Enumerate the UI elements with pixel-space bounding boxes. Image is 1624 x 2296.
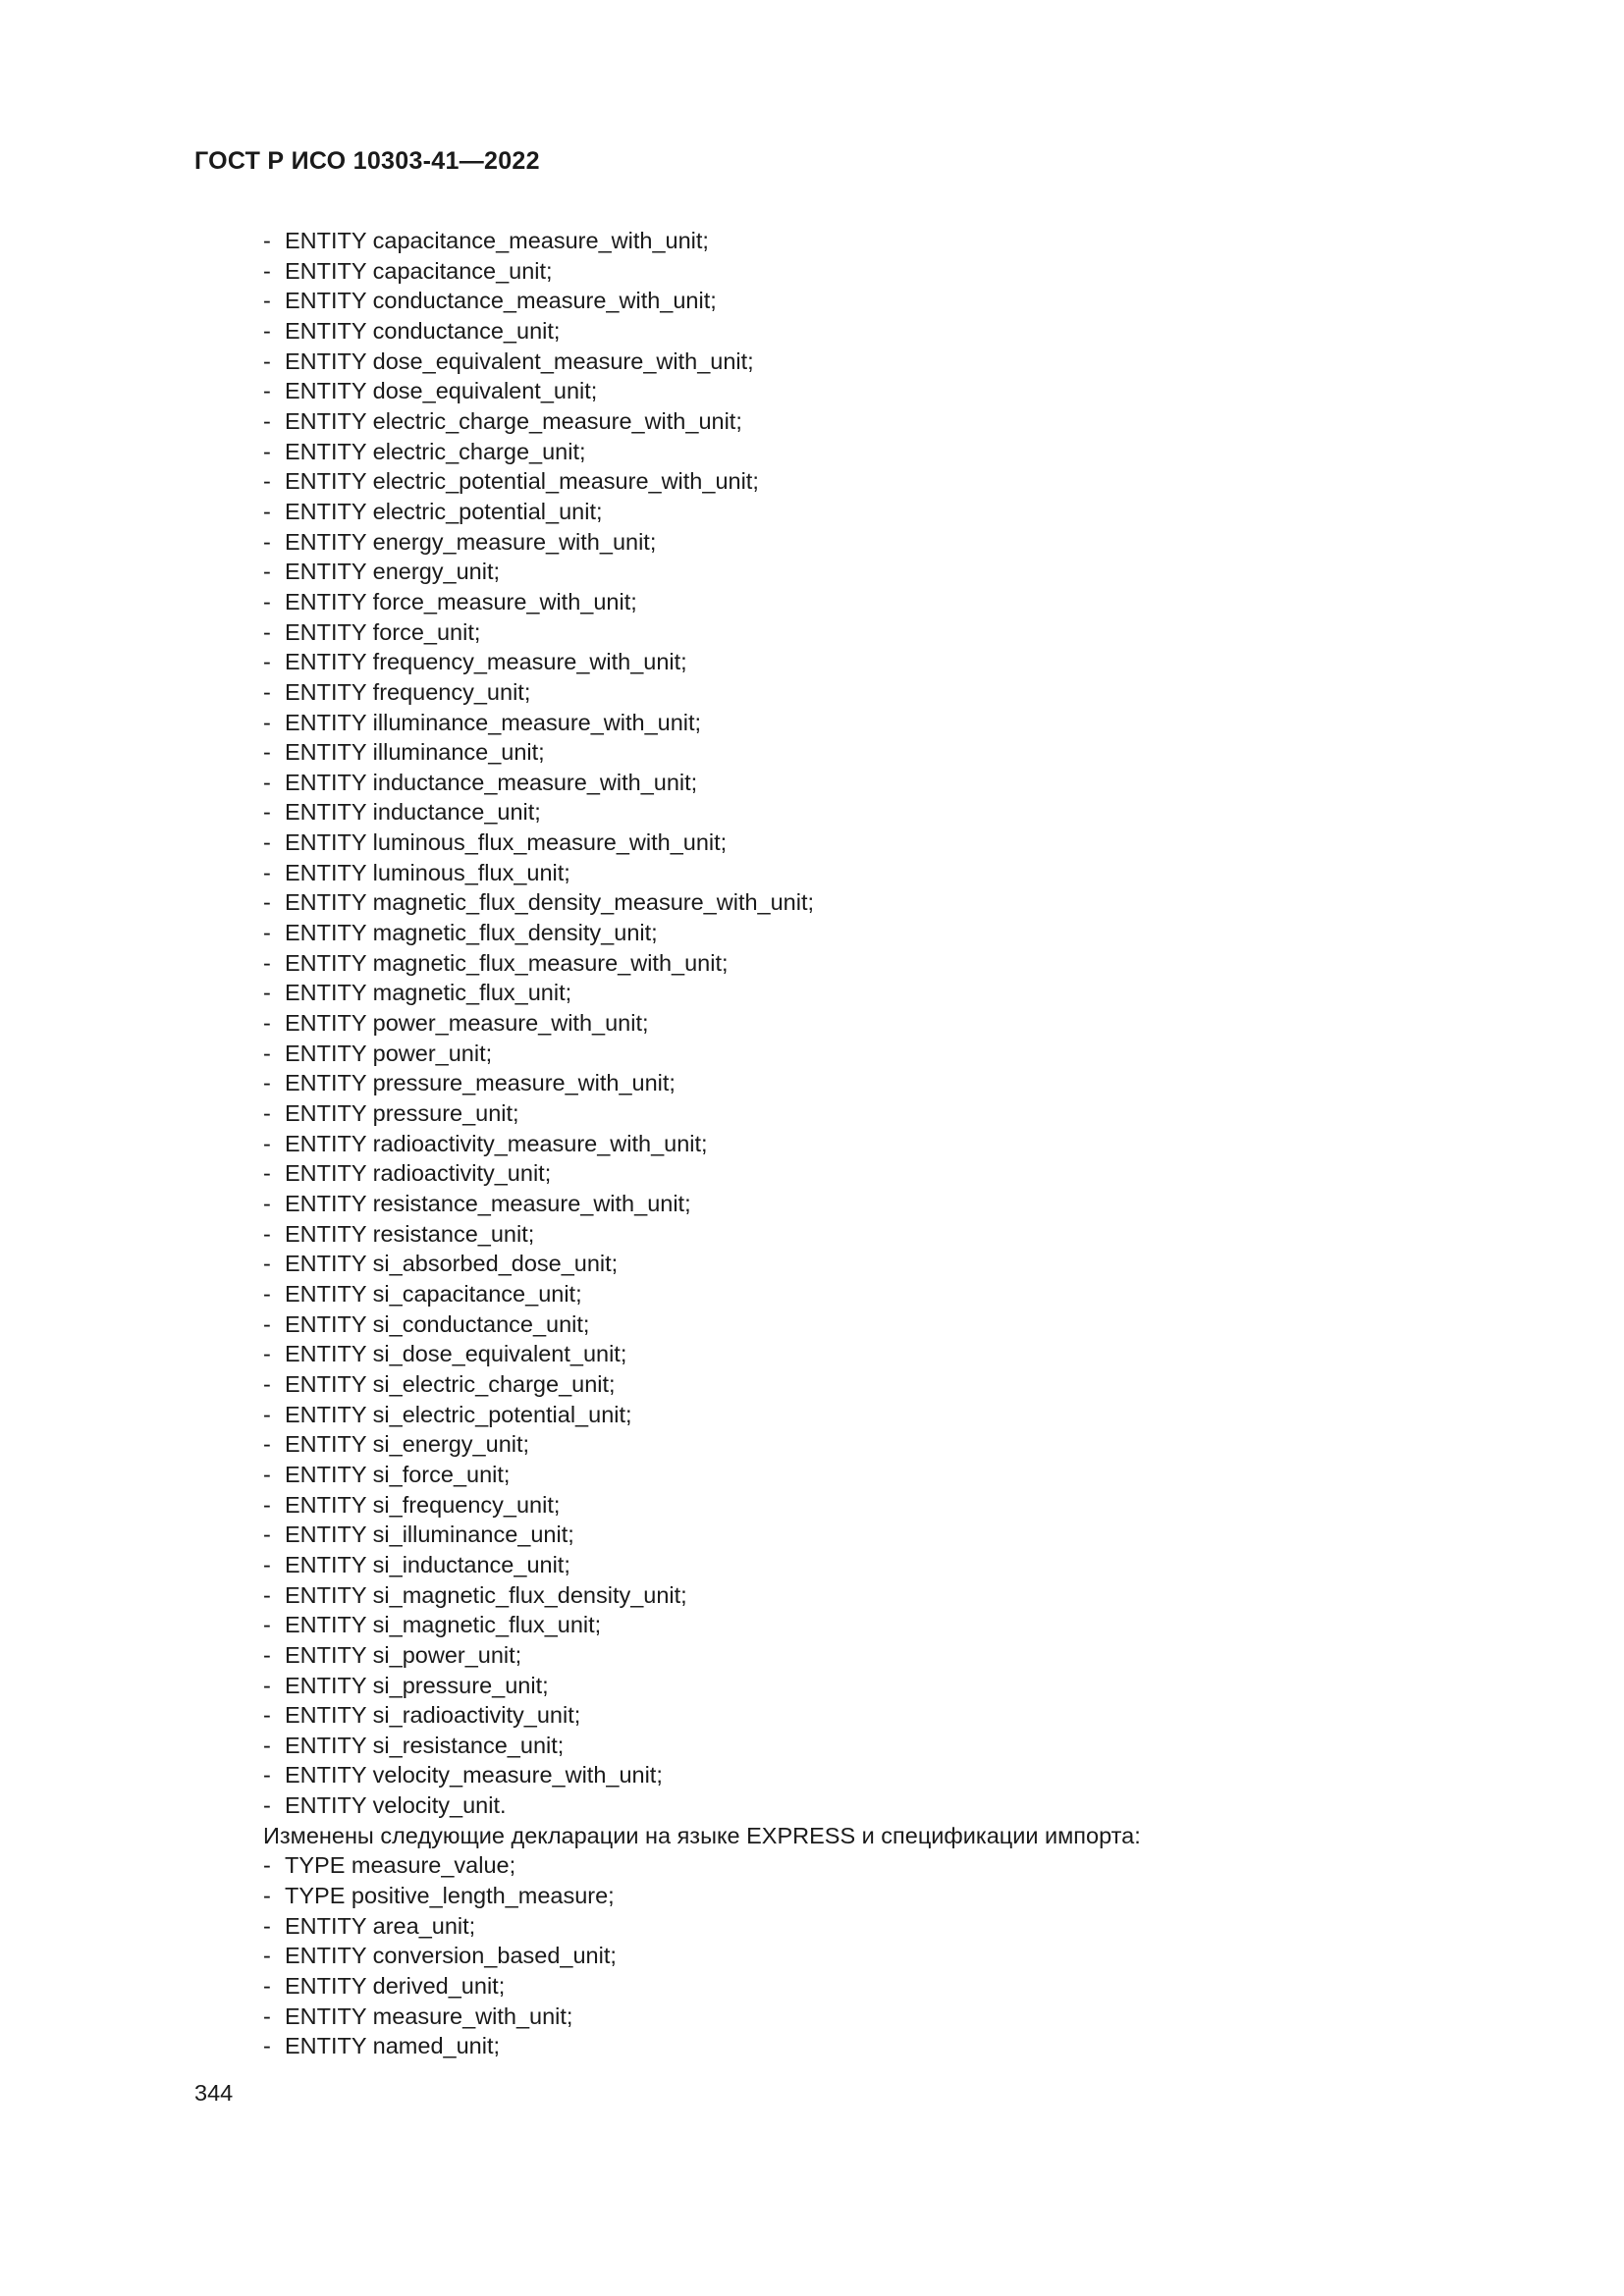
list-item xyxy=(263,1580,1141,1611)
bullet-dash: - xyxy=(263,228,271,253)
bullet-dash: - xyxy=(263,288,271,314)
list-item xyxy=(263,948,1141,979)
list-item xyxy=(263,1279,1141,1309)
bullet-dash: - xyxy=(263,1191,271,1216)
list-item-text: ENTITY inductance_measure_with_unit; xyxy=(285,769,698,795)
list-item xyxy=(263,406,1141,437)
bullet-dash: - xyxy=(263,618,271,645)
list-item-text: ENTITY conversion_based_unit; xyxy=(285,1943,617,1969)
list-item-text: ENTITY si_absorbed_dose_unit; xyxy=(285,1251,619,1277)
bullet-dash: - xyxy=(263,559,271,585)
list-item xyxy=(263,768,1141,798)
bullet-dash: - xyxy=(263,1070,271,1096)
list-item-text: ENTITY inductance_unit; xyxy=(285,799,541,826)
list-item-text: ENTITY electric_potential_measure_with_unit; xyxy=(285,468,759,495)
list-item-text: ENTITY si_illuminance_unit; xyxy=(285,1522,574,1548)
list-item-text: ENTITY magnetic_flux_measure_with_unit; xyxy=(285,949,729,976)
bullet-dash: - xyxy=(263,949,271,976)
list-item xyxy=(263,256,1141,287)
list-item-text: ENTITY velocity_unit. xyxy=(285,1792,507,1819)
bullet-dash: - xyxy=(263,1491,271,1518)
bullet-dash: - xyxy=(263,709,271,735)
list-item xyxy=(263,647,1141,677)
list-item xyxy=(263,1098,1141,1129)
list-item-text: ENTITY resistance_unit; xyxy=(285,1220,535,1247)
list-item-text: ENTITY si_inductance_unit; xyxy=(285,1551,570,1577)
entity-declaration-list xyxy=(263,226,1141,2061)
bullet-dash: - xyxy=(263,678,271,705)
bullet-dash: - xyxy=(263,829,271,856)
bullet-dash: - xyxy=(263,528,271,555)
bullet-dash: - xyxy=(263,2033,271,2059)
bullet-dash: - xyxy=(263,739,271,766)
list-item-text: ENTITY si_magnetic_flux_unit; xyxy=(285,1612,602,1638)
bullet-dash: - xyxy=(263,257,271,284)
bullet-dash: - xyxy=(263,1220,271,1247)
list-item xyxy=(263,1971,1141,2002)
list-item xyxy=(263,376,1141,406)
list-item-text: ENTITY force_unit; xyxy=(285,618,481,645)
list-item-text: ENTITY conductance_unit; xyxy=(285,317,561,344)
bullet-dash: - xyxy=(263,588,271,614)
list-item-text: ENTITY energy_unit; xyxy=(285,559,501,585)
bullet-dash: - xyxy=(263,1912,271,1939)
bullet-dash: - xyxy=(263,407,271,434)
bullet-dash: - xyxy=(263,1551,271,1577)
list-item-text: ENTITY si_electric_charge_unit; xyxy=(285,1370,616,1397)
list-item-text: ENTITY si_capacitance_unit; xyxy=(285,1280,582,1307)
list-item-text: ENTITY measure_with_unit; xyxy=(285,2002,573,2029)
list-item-text: ENTITY pressure_measure_with_unit; xyxy=(285,1070,676,1096)
document-header: ГОСТ Р ИСО 10303-41—2022 xyxy=(194,147,540,175)
bullet-dash: - xyxy=(263,1762,271,1789)
list-item-text: ENTITY power_unit; xyxy=(285,1040,493,1066)
bullet-dash: - xyxy=(263,799,271,826)
list-item xyxy=(263,286,1141,316)
bullet-dash: - xyxy=(263,1672,271,1698)
bullet-dash: - xyxy=(263,1431,271,1458)
list-item-text: ENTITY named_unit; xyxy=(285,2033,501,2059)
list-item xyxy=(263,1790,1141,1821)
list-item-text: ENTITY area_unit; xyxy=(285,1912,476,1939)
list-item xyxy=(263,978,1141,1008)
list-item-text: ENTITY radioactivity_measure_with_unit; xyxy=(285,1130,708,1156)
list-item xyxy=(263,1911,1141,1942)
list-item-text: ENTITY illuminance_measure_with_unit; xyxy=(285,709,702,735)
list-item-text: ENTITY frequency_unit; xyxy=(285,678,531,705)
list-item-text: ENTITY si_force_unit; xyxy=(285,1461,511,1487)
list-item xyxy=(263,858,1141,888)
bullet-dash: - xyxy=(263,769,271,795)
list-item-text: ENTITY magnetic_flux_density_unit; xyxy=(285,920,658,946)
list-item xyxy=(263,1731,1141,1761)
bullet-dash: - xyxy=(263,1581,271,1608)
list-item xyxy=(263,1460,1141,1490)
bullet-dash: - xyxy=(263,1612,271,1638)
list-item xyxy=(263,316,1141,347)
list-item xyxy=(263,1309,1141,1340)
list-item xyxy=(263,1249,1141,1279)
list-item-text: TYPE measure_value; xyxy=(285,1852,516,1879)
bullet-dash: - xyxy=(263,1130,271,1156)
list-item xyxy=(263,1520,1141,1550)
list-item-text: ENTITY dose_equivalent_measure_with_unit; xyxy=(285,347,754,374)
bullet-dash: - xyxy=(263,980,271,1006)
list-item-text: ENTITY radioactivity_unit; xyxy=(285,1160,552,1187)
list-item-text: ENTITY luminous_flux_unit; xyxy=(285,859,570,885)
bullet-dash: - xyxy=(263,1310,271,1337)
list-item xyxy=(263,1189,1141,1219)
list-item-text: ENTITY luminous_flux_measure_with_unit; xyxy=(285,829,728,856)
list-item xyxy=(263,1490,1141,1521)
list-item xyxy=(263,1008,1141,1039)
bullet-dash: - xyxy=(263,1280,271,1307)
list-item-text: ENTITY si_resistance_unit; xyxy=(285,1732,565,1758)
list-item xyxy=(263,1068,1141,1098)
bullet-dash: - xyxy=(263,859,271,885)
list-item xyxy=(263,1400,1141,1430)
list-item xyxy=(263,1850,1141,1881)
list-item xyxy=(263,2002,1141,2032)
bullet-dash: - xyxy=(263,378,271,404)
bullet-dash: - xyxy=(263,1251,271,1277)
list-item-text: ENTITY electric_charge_unit; xyxy=(285,438,586,464)
list-item-text: ENTITY resistance_measure_with_unit; xyxy=(285,1191,691,1216)
bullet-dash: - xyxy=(263,498,271,524)
list-item xyxy=(263,737,1141,768)
bullet-dash: - xyxy=(263,1943,271,1969)
list-item xyxy=(263,1671,1141,1701)
list-item xyxy=(263,708,1141,738)
list-item-text: ENTITY si_electric_potential_unit; xyxy=(285,1401,632,1427)
bullet-dash: - xyxy=(263,1792,271,1819)
list-item xyxy=(263,1881,1141,1911)
list-item-text: ENTITY si_pressure_unit; xyxy=(285,1672,549,1698)
list-item xyxy=(263,557,1141,587)
list-item-text: ENTITY frequency_measure_with_unit; xyxy=(285,649,687,675)
list-item xyxy=(263,226,1141,256)
list-item xyxy=(263,466,1141,497)
bullet-dash: - xyxy=(263,1341,271,1367)
list-item-text: ENTITY si_conductance_unit; xyxy=(285,1310,590,1337)
bullet-dash: - xyxy=(263,1160,271,1187)
list-item-text: ENTITY si_frequency_unit; xyxy=(285,1491,561,1518)
list-item-text: ENTITY magnetic_flux_density_measure_with_unit; xyxy=(285,889,815,916)
list-item-text: ENTITY si_dose_equivalent_unit; xyxy=(285,1341,627,1367)
list-item xyxy=(263,1129,1141,1159)
bullet-dash: - xyxy=(263,1702,271,1729)
bullet-dash: - xyxy=(263,1010,271,1037)
list-item-text: ENTITY capacitance_measure_with_unit; xyxy=(285,228,709,253)
bullet-dash: - xyxy=(263,1852,271,1879)
list-item-text: ENTITY energy_measure_with_unit; xyxy=(285,528,657,555)
bullet-dash: - xyxy=(263,1522,271,1548)
list-item-text: ENTITY pressure_unit; xyxy=(285,1100,519,1127)
list-item xyxy=(263,1039,1141,1069)
bullet-dash: - xyxy=(263,1370,271,1397)
bullet-dash: - xyxy=(263,2002,271,2029)
bullet-dash: - xyxy=(263,1641,271,1668)
list-item-text: ENTITY si_radioactivity_unit; xyxy=(285,1702,581,1729)
list-item-text: ENTITY capacitance_unit; xyxy=(285,257,553,284)
list-item-text: ENTITY electric_charge_measure_with_unit; xyxy=(285,407,742,434)
bullet-dash: - xyxy=(263,1973,271,2000)
bullet-dash: - xyxy=(263,438,271,464)
list-item-text: ENTITY electric_potential_unit; xyxy=(285,498,603,524)
bullet-dash: - xyxy=(263,1040,271,1066)
list-item-text: TYPE positive_length_measure; xyxy=(285,1883,615,1909)
list-item-text: ENTITY si_magnetic_flux_density_unit; xyxy=(285,1581,687,1608)
list-item xyxy=(263,497,1141,527)
list-item xyxy=(263,918,1141,948)
bullet-dash: - xyxy=(263,1401,271,1427)
list-item xyxy=(263,1610,1141,1640)
bullet-dash: - xyxy=(263,468,271,495)
list-item xyxy=(263,587,1141,617)
list-item xyxy=(263,1219,1141,1250)
bullet-dash: - xyxy=(263,889,271,916)
list-item-text: ENTITY power_measure_with_unit; xyxy=(285,1010,649,1037)
list-item xyxy=(263,1700,1141,1731)
list-item-text: ENTITY si_power_unit; xyxy=(285,1641,522,1668)
page-number: 344 xyxy=(194,2080,234,2106)
list-item xyxy=(263,347,1141,377)
list-item xyxy=(263,1339,1141,1369)
list-item xyxy=(263,1640,1141,1671)
bullet-dash: - xyxy=(263,1732,271,1758)
list-item-text: ENTITY derived_unit; xyxy=(285,1973,506,2000)
list-item xyxy=(263,1760,1141,1790)
bullet-dash: - xyxy=(263,347,271,374)
list-item xyxy=(263,617,1141,648)
bullet-dash: - xyxy=(263,1883,271,1909)
list-item xyxy=(263,527,1141,558)
list-item-text: ENTITY dose_equivalent_unit; xyxy=(285,378,598,404)
list-item xyxy=(263,1369,1141,1400)
list-item-text: ENTITY illuminance_unit; xyxy=(285,739,545,766)
list-item-text: ENTITY force_measure_with_unit; xyxy=(285,588,637,614)
list-item-text: ENTITY velocity_measure_with_unit; xyxy=(285,1762,663,1789)
list-item xyxy=(263,437,1141,467)
bullet-dash: - xyxy=(263,920,271,946)
list-item xyxy=(263,677,1141,708)
list-item xyxy=(263,797,1141,828)
list-item xyxy=(263,1941,1141,1971)
list-item xyxy=(263,1550,1141,1580)
list-item-text: ENTITY magnetic_flux_unit; xyxy=(285,980,572,1006)
bullet-dash: - xyxy=(263,317,271,344)
list-item xyxy=(263,2031,1141,2061)
list-item xyxy=(263,1158,1141,1189)
list-item-text: ENTITY si_energy_unit; xyxy=(285,1431,530,1458)
changed-declarations-paragraph: Изменены следующие декларации на языке EXPRESS и спецификации импорта: xyxy=(263,1822,1141,1848)
list-item xyxy=(263,887,1141,918)
bullet-dash: - xyxy=(263,1100,271,1127)
list-item xyxy=(263,828,1141,858)
list-item-text: ENTITY conductance_measure_with_unit; xyxy=(285,288,717,314)
bullet-dash: - xyxy=(263,1461,271,1487)
list-item xyxy=(263,1429,1141,1460)
bullet-dash: - xyxy=(263,649,271,675)
